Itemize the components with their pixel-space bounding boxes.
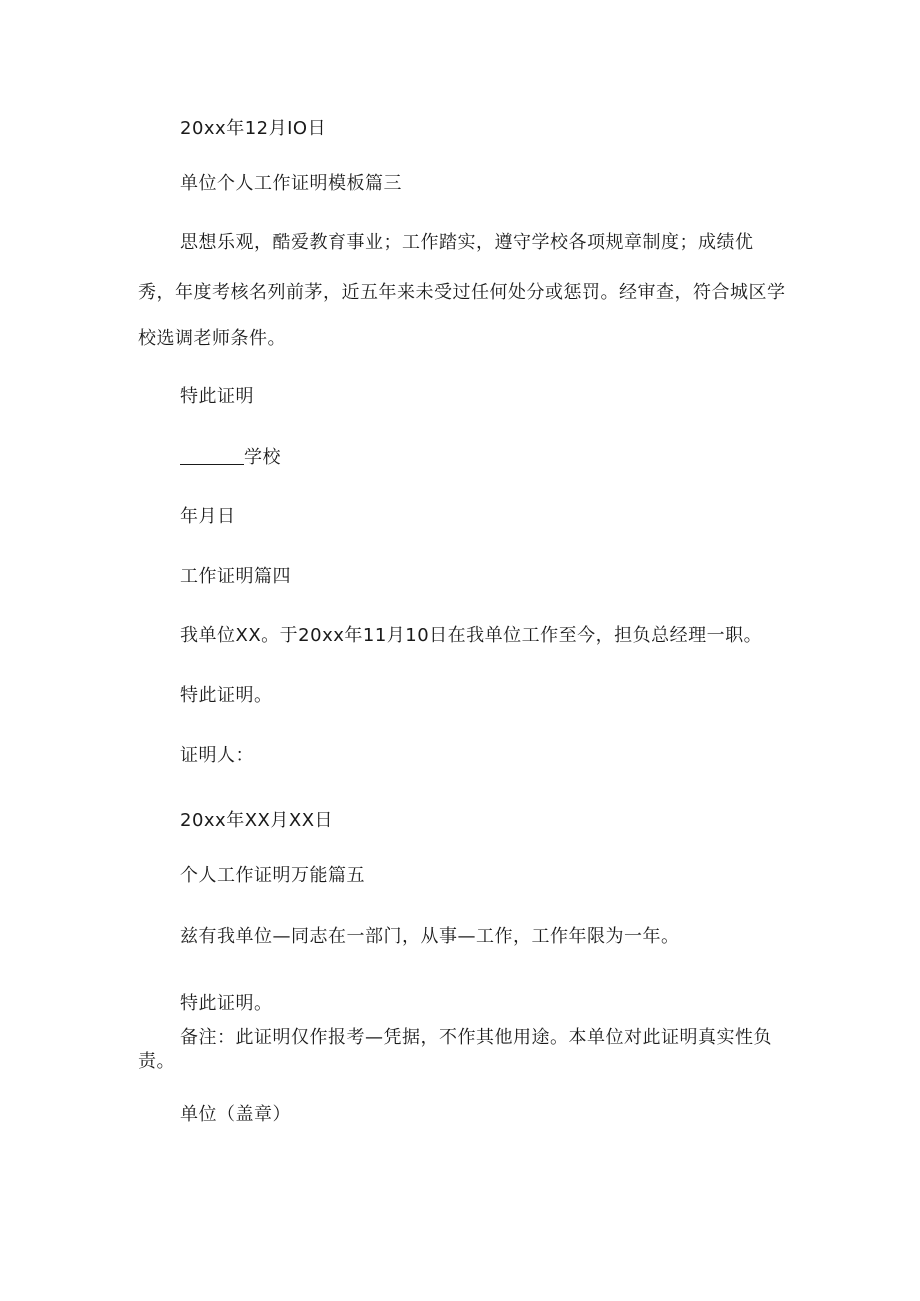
certifier-line: 证明人：	[180, 745, 254, 766]
date-line-1: 20xx年12月IO日	[180, 118, 327, 139]
paragraph-3-line-1: 思想乐观，酷爱教育事业；工作踏实，遵守学校各项规章制度；成绩优	[180, 232, 754, 253]
certify-line-1: 特此证明	[180, 386, 254, 407]
section-title-5: 个人工作证明万能篇五	[180, 865, 365, 886]
paragraph-3-line-3: 校选调老师条件。	[138, 328, 286, 349]
certify-line-3: 特此证明。	[180, 993, 273, 1014]
date-blank-line: 年月日	[180, 506, 236, 527]
school-signature-line	[180, 446, 281, 470]
date-line-2: 20xx年XX月XX日	[180, 810, 334, 831]
section-title-4: 工作证明篇四	[180, 566, 291, 587]
paragraph-3-line-2: 秀，年度考核名列前茅，近五年来未受过任何处分或惩罚。经审查，符合城区学	[138, 282, 786, 303]
section-title-3: 单位个人工作证明模板篇三	[180, 173, 402, 194]
note-line-2: 责。	[138, 1051, 175, 1072]
unit-seal-line: 单位（盖章）	[180, 1104, 291, 1125]
paragraph-4: 我单位XX。于20xx年11月10日在我单位工作至今，担负总经理一职。	[180, 625, 763, 646]
certify-line-2: 特此证明。	[180, 685, 273, 706]
note-line-1: 备注：此证明仅作报考—凭据，不作其他用途。本单位对此证明真实性负	[180, 1027, 772, 1048]
blank-underline	[180, 446, 244, 465]
paragraph-5: 兹有我单位—同志在一部门，从事—工作，工作年限为一年。	[180, 926, 680, 947]
school-label: 学校	[244, 447, 281, 468]
